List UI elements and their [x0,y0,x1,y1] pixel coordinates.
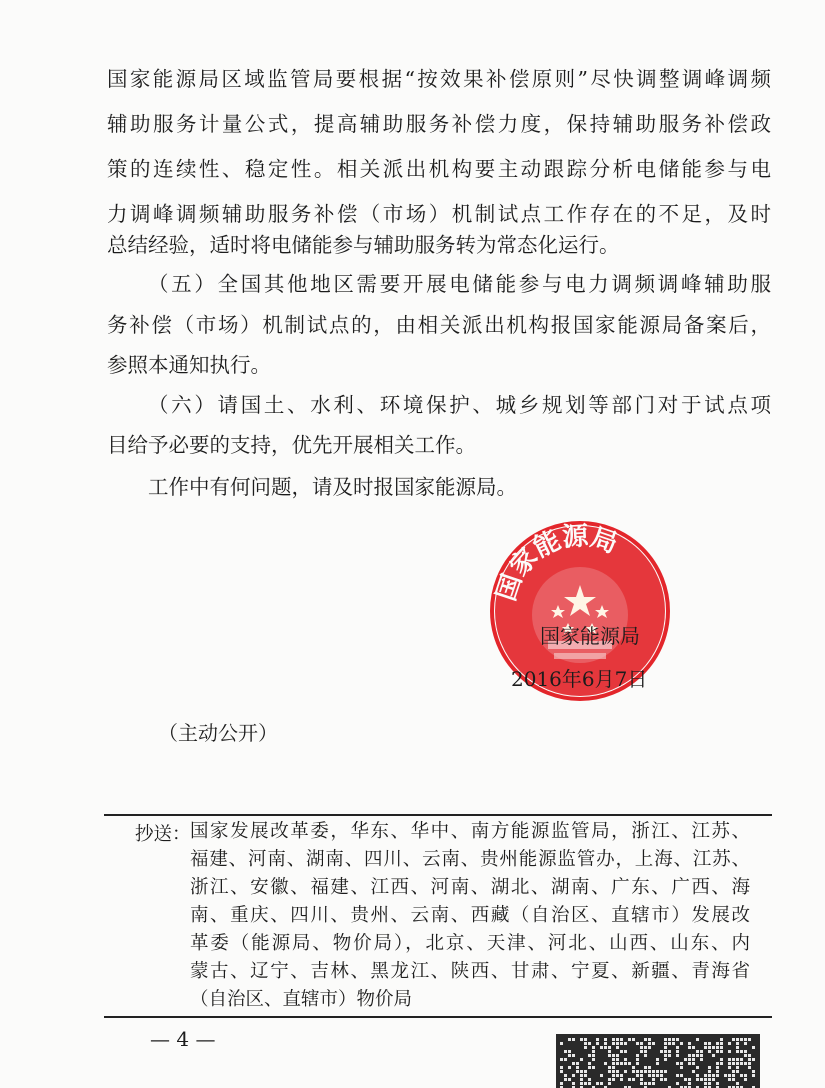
body-line: 工作中有何问题，请及时报国家能源局。 [148,475,517,499]
cc-line: 革委（能源局、物价局），北京、天津、河北、山西、山东、内 [190,933,750,954]
body-line: （六）请国土、水利、环境保护、城乡规划等部门对于试点项 [148,393,771,417]
body-line: 辅助服务计量公式，提高辅助服务补偿力度，保持辅助服务补偿政 [107,112,771,136]
cc-line: 国家发展改革委，华东、华中、南方能源监管局，浙江、江苏、 [190,821,750,842]
disclosure-note: （主动公开） [158,721,278,745]
cc-label: 抄送： [135,824,191,845]
body-line: 力调峰调频辅助服务补偿（市场）机制试点工作存在的不足，及时 [107,202,771,226]
body-line: 总结经验，适时将电储能参与辅助服务转为常态化运行。 [107,233,620,257]
signature-org: 国家能源局 [540,624,640,648]
body-line: 参照本通知执行。 [107,353,271,377]
page-number: — 4 — [150,1027,216,1051]
cc-top-rule [104,814,772,816]
seal-text: 国家能源局 [491,521,622,605]
cc-line: 浙江、安徽、福建、江西、河南、湖北、湖南、广东、广西、海 [190,877,750,898]
body-line: 务补偿（市场）机制试点的，由相关派出机构报国家能源局备案后， [107,313,771,337]
barcode-image [556,1034,760,1088]
cc-line: 福建、河南、湖南、四川、云南、贵州能源监管办，上海、江苏、 [190,849,750,870]
signature-date: 2016年6月7日 [511,667,648,691]
body-line: 国家能源局区域监管局要根据“按效果补偿原则”尽快调整调峰调频 [107,67,771,91]
body-line: 策的连续性、稳定性。相关派出机构要主动跟踪分析电储能参与电 [107,157,771,181]
cc-line: 蒙古、辽宁、吉林、黑龙江、陕西、甘肃、宁夏、新疆、青海省 [190,961,750,982]
cc-line: （自治区、直辖市）物价局 [190,989,413,1010]
cc-bottom-rule [104,1016,772,1018]
body-line: （五）全国其他地区需要开展电储能参与电力调频调峰辅助服 [148,272,771,296]
cc-line: 南、重庆、四川、贵州、云南、西藏（自治区、直辖市）发展改 [190,905,750,926]
body-line: 目给予必要的支持，优先开展相关工作。 [107,433,476,457]
